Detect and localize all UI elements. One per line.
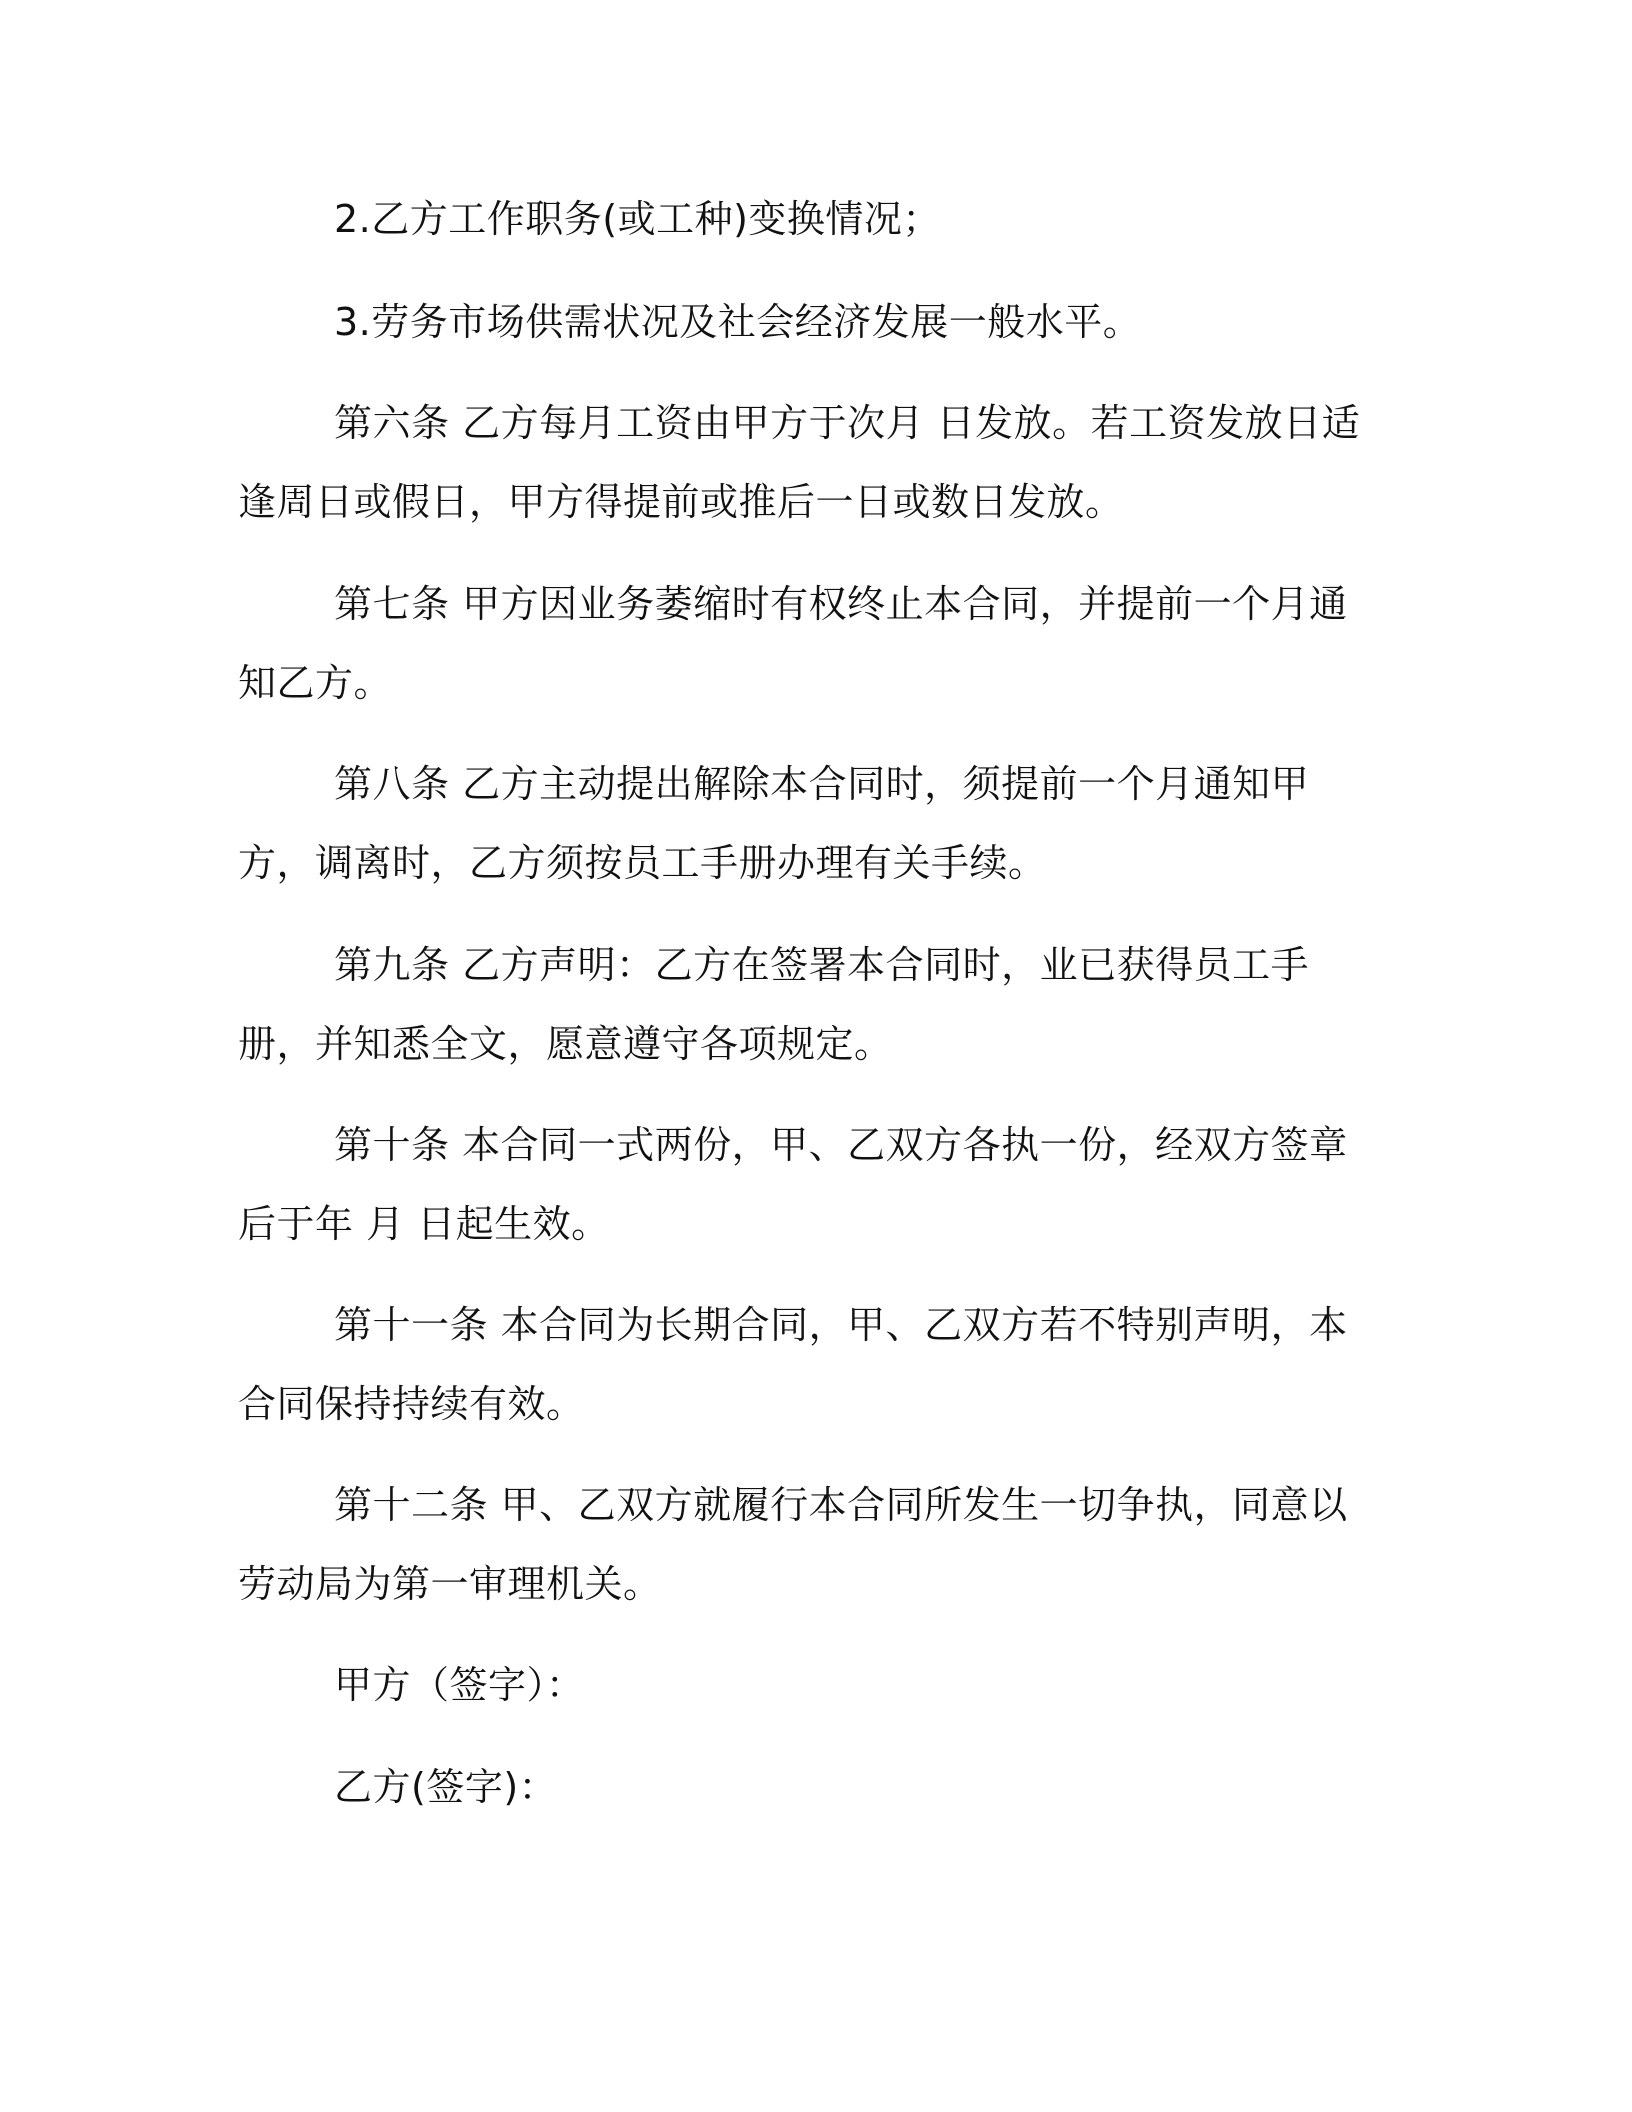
article-7: 第七条 甲方因业务萎缩时有权终止本合同，并提前一个月通知乙方。 (238, 582, 1348, 705)
party-a-signature-line: 甲方（签字）： (334, 1663, 585, 1707)
article-12: 第十二条 甲、乙双方就履行本合同所发生一切争执，同意以劳动局为第一审理机关。 (238, 1483, 1348, 1606)
article-9: 第九条 乙方声明：乙方在签署本合同时，业已获得员工手册，并知悉全文，愿意遵守各项规定。 (238, 943, 1310, 1066)
article-8: 第八条 乙方主动提出解除本合同时，须提前一个月通知甲方，调离时，乙方须按员工手册办理有关手续。 (238, 762, 1310, 885)
article-11: 第十一条 本合同为长期合同，甲、乙双方若不特别声明，本合同保持持续有效。 (238, 1303, 1348, 1426)
article-6: 第六条 乙方每月工资由甲方于次月 日发放。若工资发放日适逢周日或假日，甲方得提前或推后一日或数日发放。 (238, 401, 1361, 524)
article-10: 第十条 本合同一式两份，甲、乙双方各执一份，经双方签章后于年 月 日起生效。 (238, 1123, 1348, 1246)
party-b-signature-line: 乙方(签字)： (334, 1765, 558, 1809)
paragraph-item-3: 3.劳务市场供需状况及社会经济发展一般水平。 (334, 300, 1142, 344)
paragraph-item-2: 2.乙方工作职务(或工种)变换情况； (334, 197, 941, 241)
